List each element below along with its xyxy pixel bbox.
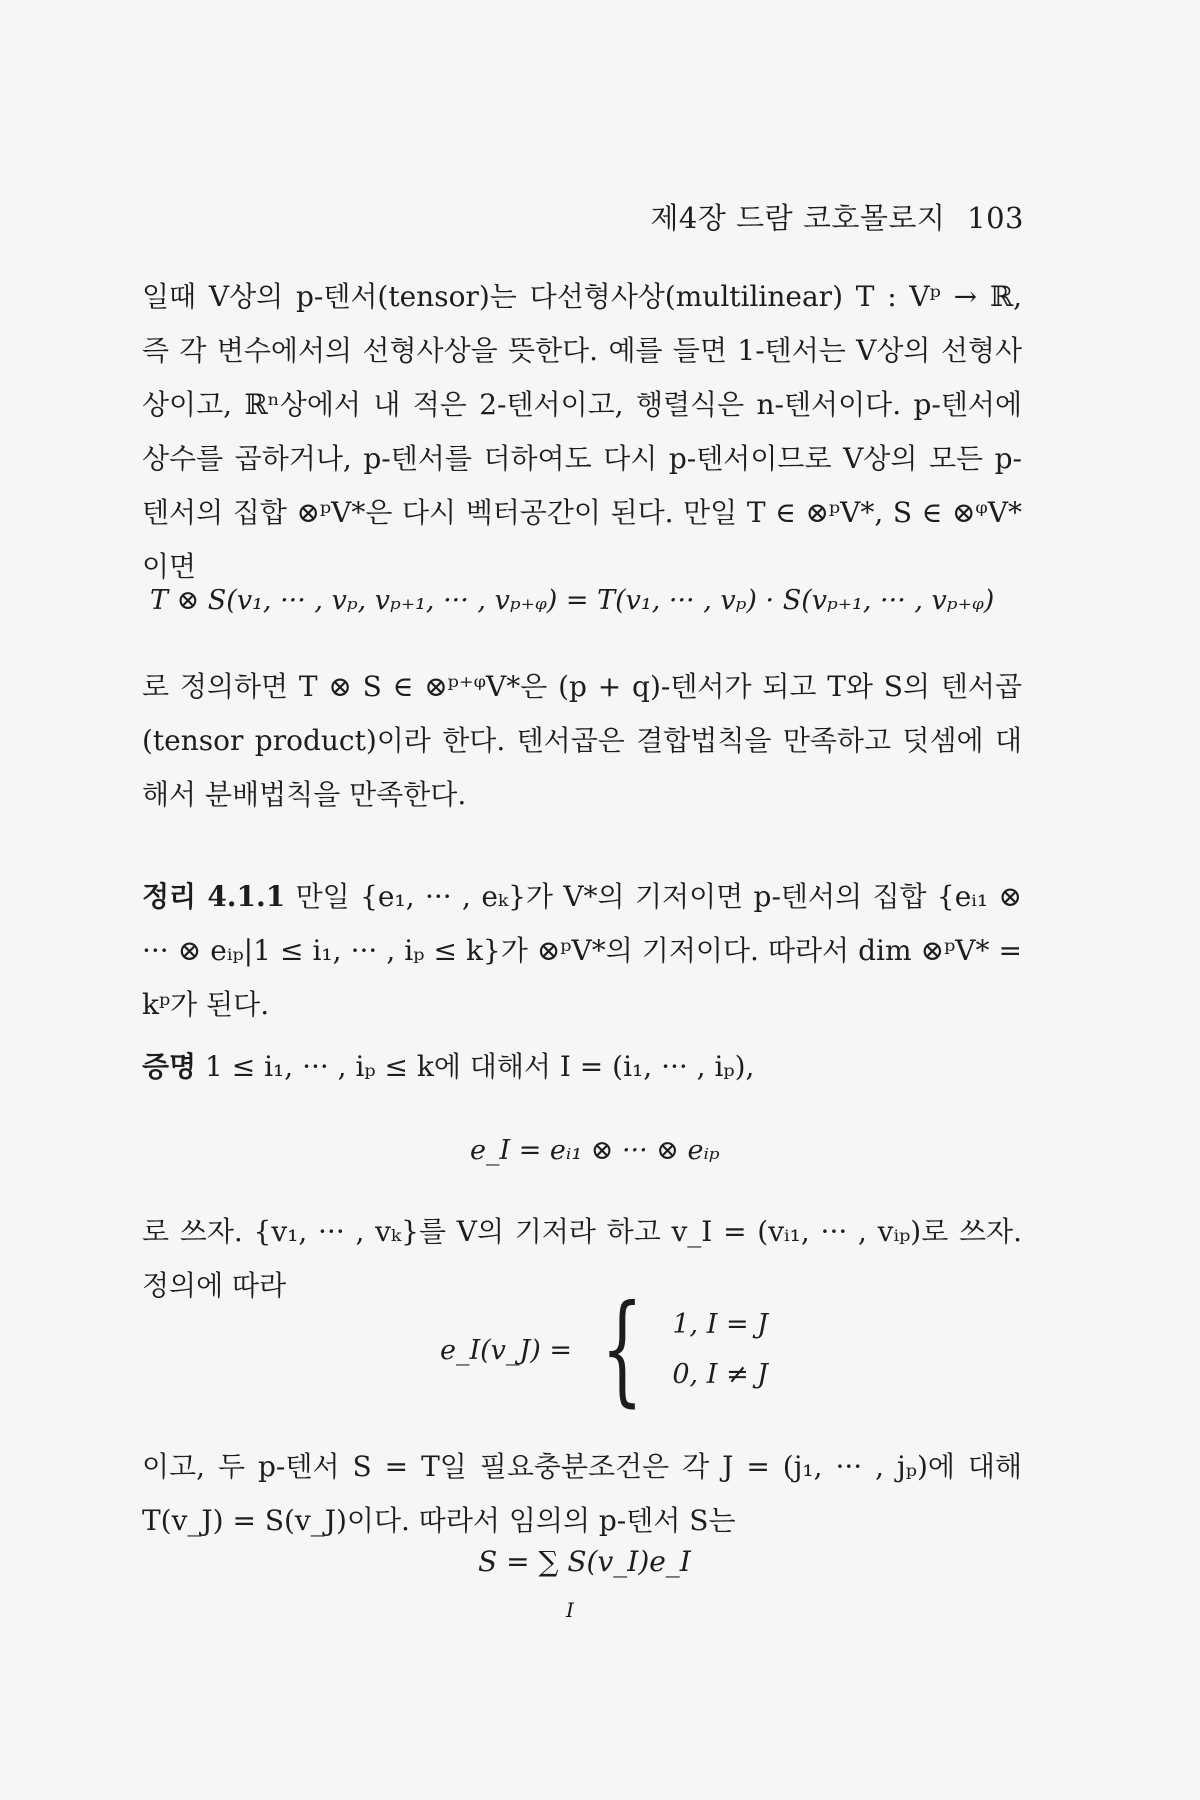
- proof-intro: [142, 1040, 1022, 1094]
- sum-subscript: I: [566, 1598, 574, 1622]
- case-unequal: 0, I ≠ J: [672, 1359, 768, 1390]
- theorem-text: 만일 {e₁, ··· , eₖ}가 V*의 기저이면 p-텐서의 집합 {eᵢ₁ ⊗ ··· ⊗ eᵢₚ|1 ≤ i₁, ··· , iₚ ≤ k}가 ⊗ᵖV*의 기저이다. 따라서 dim ⊗ᵖV* = kᵖ가 된다.: [142, 880, 1022, 1021]
- paragraph-basis: 로 쓰자. {v₁, ··· , vₖ}를 V의 기저라 하고 v_I = (vᵢ₁, ··· , vᵢₚ)로 쓰자. 정의에 따라: [142, 1215, 1022, 1302]
- left-brace-icon: {: [601, 1280, 644, 1419]
- page-number: 103: [967, 201, 1024, 235]
- case-equal: 1, I = J: [672, 1309, 768, 1340]
- paragraph-equality-condition: 이고, 두 p-텐서 S = T일 필요충분조건은 각 J = (j₁, ··· , jₚ)에 대해 T(v_J) = S(v_J)이다. 따라서 임의의 p-텐서 S는: [142, 1450, 1022, 1537]
- proof-label: 증명: [142, 1050, 197, 1083]
- chapter-title: 제4장 드람 코호몰로지: [650, 201, 946, 235]
- sum-equation: S = ∑ S(v_I)e_I: [478, 1545, 691, 1578]
- tensor-product-equation: T ⊗ S(v₁, ··· , vₚ, vₚ₊₁, ··· , vₚ₊ᵩ) = T(v₁, ··· , vₚ) · S(vₚ₊₁, ··· , vₚ₊ᵩ): [150, 585, 995, 616]
- paragraph-tensor-product: 로 정의하면 T ⊗ S ∈ ⊗ᵖ⁺ᵠV*은 (p + q)-텐서가 되고 T와 S의 텐서곱(tensor product)이라 한다. 텐서곱은 결합법칙을 만족하고 덧셈에 대해서 분배법칙을 만족한다.: [142, 670, 1022, 811]
- cases-lhs: e_I(v_J) =: [440, 1334, 572, 1366]
- basis-equation: e_I = eᵢ₁ ⊗ ··· ⊗ eᵢₚ: [470, 1135, 720, 1166]
- paragraph-tensor-definition: 일때 V상의 p-텐서(tensor)는 다선형사상(multilinear) T : Vᵖ → ℝ, 즉 각 변수에서의 선형사상을 뜻한다. 예를 들면 1-텐서는 V상의 선형사상이고, ℝⁿ상에서 내 적은 2-텐서이고, 행렬식은 n-텐서이다. p-텐서에 상수를 곱하거나, p-텐서를 더하여도 다시 p-텐서이므로 V상의 모든 p-텐서의 집합 ⊗ᵖV*은 다시 벡터공간이 된다. 만일 T ∈ ⊗ᵖV*, S ∈ ⊗ᵠV*이면: [142, 280, 1022, 583]
- page-header: [650, 196, 1024, 237]
- proof-text: 1 ≤ i₁, ··· , iₚ ≤ k에 대해서 I = (i₁, ··· , iₚ),: [196, 1050, 755, 1083]
- theorem-4-1-1: [142, 870, 1022, 1032]
- theorem-label: 정리 4.1.1: [142, 880, 286, 913]
- cases-rows: [672, 1300, 768, 1400]
- cases-equation: [440, 1280, 768, 1419]
